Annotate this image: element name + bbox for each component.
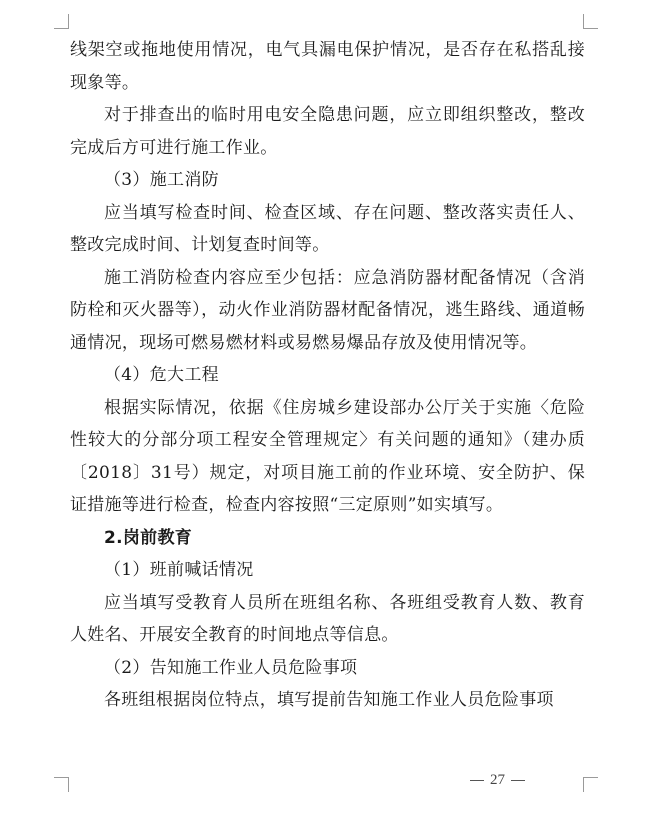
footer-dash-right — [511, 780, 525, 781]
paragraph-fire-content: 施工消防检查内容应至少包括：应急消防器材配备情况（含消防栓和灭火器等），动火作业消防器材配备情况，逃生路线、通道畅通情况，现场可燃易燃材料或易燃易爆品存放及使用情况等。 — [70, 267, 585, 353]
paragraph-shift-briefing: 应当填写受教育人员所在班组名称、各班组受教育人数、教育人姓名、开展安全教育的时间地点等信息。 — [70, 592, 585, 645]
subheading-hazard-notification: （2）告知施工作业人员危险事项 — [104, 657, 358, 678]
subheading-shift-briefing: （1）班前喊话情况 — [104, 560, 254, 580]
crop-mark-bottom-left — [54, 777, 69, 792]
paragraph-major-hazard: 根据实际情况，依据《住房城乡建设部办公厅关于实施〈危险性较大的分部分项工程安全管理规定〉有关问题的通知》（建办质〔2018〕31号）规定，对项目施工前的作业环境、安全防护、保证措施等进行检查，检查内容按照“三定原则”如实填写。 — [70, 397, 585, 515]
crop-mark-top-left — [54, 14, 69, 29]
paragraph-hazard-notification: 各班组根据岗位特点，填写提前告知施工作业人员危险事项 — [104, 690, 554, 710]
paragraph-rectification: 对于排查出的临时用电安全隐患问题，应立即组织整改，整改完成后方可进行施工作业。 — [70, 105, 585, 158]
crop-mark-top-right — [583, 14, 598, 29]
paragraph-fire-fill: 应当填写检查时间、检查区域、存在问题、整改落实责任人、整改完成时间、计划复查时间等。 — [70, 202, 585, 255]
paragraph-continuation: 线架空或拖地使用情况，电气具漏电保护情况，是否存在私搭乱接现象等。 — [70, 40, 585, 93]
page-number: 27 — [490, 772, 505, 788]
page-footer — [470, 772, 590, 789]
document-body — [70, 34, 585, 717]
subheading-fire-safety: （3）施工消防 — [104, 170, 219, 190]
footer-dash-left — [470, 780, 484, 781]
subheading-major-hazard: （4）危大工程 — [104, 365, 219, 385]
section-heading-pre-job-education: 2.岗前教育 — [104, 527, 193, 548]
